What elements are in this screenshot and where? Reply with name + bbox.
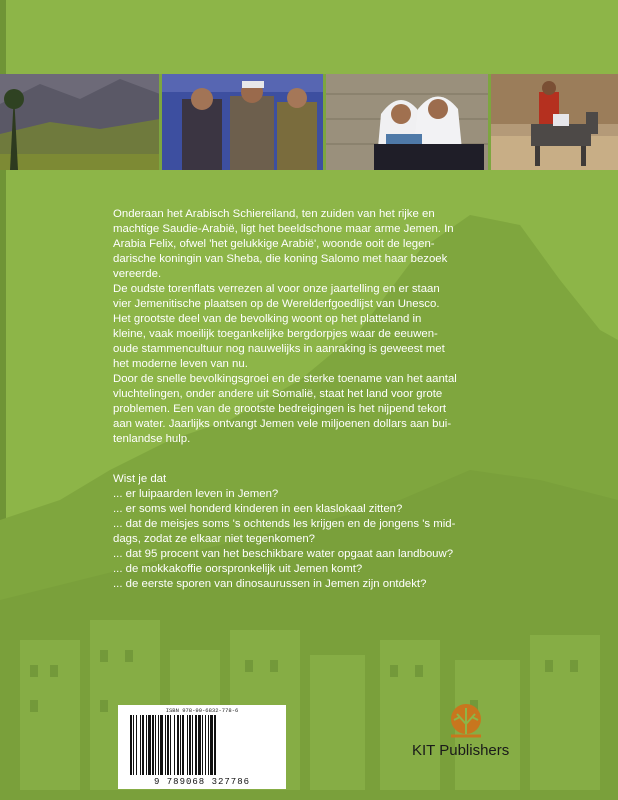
body-text <box>113 207 515 447</box>
barcode-bar <box>146 715 147 775</box>
isbn-barcode <box>118 705 286 789</box>
publisher-name: KIT Publishers <box>412 742 510 759</box>
body-line: het moderne leven van nu. <box>113 358 248 370</box>
barcode-bar <box>192 715 193 775</box>
photo-mountain-landscape <box>0 74 159 170</box>
photo-strip <box>0 74 618 170</box>
barcode-bar <box>170 715 171 775</box>
barcode-bar <box>152 715 154 775</box>
did-you-know-item: ... de eerste sporen van dinosaurussen in Jemen zijn ontdekt? <box>113 578 427 590</box>
did-you-know-item: ... dat de meisjes soms 's ochtends les krijgen en de jongens 's mid- <box>113 518 456 530</box>
body-line: oude stammencultuur nog nauwelijks in aanraking is geweest met <box>113 343 445 355</box>
body-line: kleine, vaak moeilijk toegankelijke bergdorpjes waar de eeuwen- <box>113 328 438 340</box>
did-you-know-item: ... dat 95 procent van het beschikbare water opgaat aan landbouw? <box>113 548 454 560</box>
barcode-bar <box>174 715 175 775</box>
barcode-bar <box>130 715 132 775</box>
barcode-bar <box>142 715 144 775</box>
barcode-bar <box>180 715 181 775</box>
body-line: aan water. Jaarlijks ontvangt Jemen vele miljoenen dollars aan bui- <box>113 418 452 430</box>
body-line: De oudste torenflats verrezen al voor onze jaartelling en er staan <box>113 283 440 295</box>
body-line: vluchtelingen, onder andere uit Somalië, staat het land voor grote <box>113 388 443 400</box>
barcode-bar <box>148 715 151 775</box>
body-line: vereerde. <box>113 268 162 280</box>
barcode-bar <box>210 715 213 775</box>
did-you-know-heading: Wist je dat <box>113 473 167 485</box>
barcode-bar <box>140 715 141 775</box>
tree-logo-icon <box>431 702 501 742</box>
barcode-bar <box>205 715 206 775</box>
barcode-bar <box>214 715 216 775</box>
barcode-bar <box>187 715 188 775</box>
barcode-bar <box>202 715 203 775</box>
did-you-know-item: ... de mokkakoffie oorspronkelijk uit Jemen komt? <box>113 563 363 575</box>
barcode-bar <box>182 715 184 775</box>
barcode-bar <box>165 715 166 775</box>
did-you-know-item: ... er soms wel honderd kinderen in een klaslokaal zitten? <box>113 503 403 515</box>
body-line: vier Jemenitische plaatsen op de Werelderfgoedlijst van Unesco. <box>113 298 440 310</box>
barcode-bar <box>136 715 137 775</box>
body-line: problemen. Een van de grootste bedreigingen is het nijpend tekort <box>113 403 447 415</box>
did-you-know-item: dags, zodat ze elkaar niet tegenkomen? <box>113 533 316 545</box>
body-line: machtige Saudie-Arabië, ligt het beeldschone maar arme Jemen. In <box>113 223 454 235</box>
did-you-know-item: ... er luipaarden leven in Jemen? <box>113 488 279 500</box>
body-line: darische koningin van Sheba, die koning Salomo met haar bezoek <box>113 253 448 265</box>
photo-two-girls-with-book <box>326 74 487 170</box>
barcode-digits: 9 789068 327786 <box>153 777 250 787</box>
body-line: tenlandse hulp. <box>113 433 191 445</box>
body-line: Het grootste deel van de bevolking woont op het platteland in <box>113 313 422 325</box>
barcode-bar <box>189 715 191 775</box>
barcode-bar <box>177 715 179 775</box>
barcode-bar <box>167 715 169 775</box>
barcode-bar <box>155 715 156 775</box>
barcode-bar <box>198 715 201 775</box>
body-line: Door de snelle bevolkingsgroei en de sterke toename van het aantal <box>113 373 457 385</box>
did-you-know-list <box>113 472 523 592</box>
photo-boy-with-donkey <box>491 74 618 170</box>
photo-three-boys <box>162 74 323 170</box>
barcode-bar <box>160 715 163 775</box>
barcode-bar <box>208 715 209 775</box>
body-line: Onderaan het Arabisch Schiereiland, ten zuiden van het rijke en <box>113 208 435 220</box>
barcode-bar <box>158 715 159 775</box>
body-line: Arabia Felix, ofwel 'het gelukkige Arabië', woonde ooit de legen- <box>113 238 435 250</box>
barcode-bar <box>195 715 197 775</box>
isbn-label: ISBN 978-90-6832-778-6 <box>165 707 239 714</box>
barcode-bar <box>133 715 134 775</box>
